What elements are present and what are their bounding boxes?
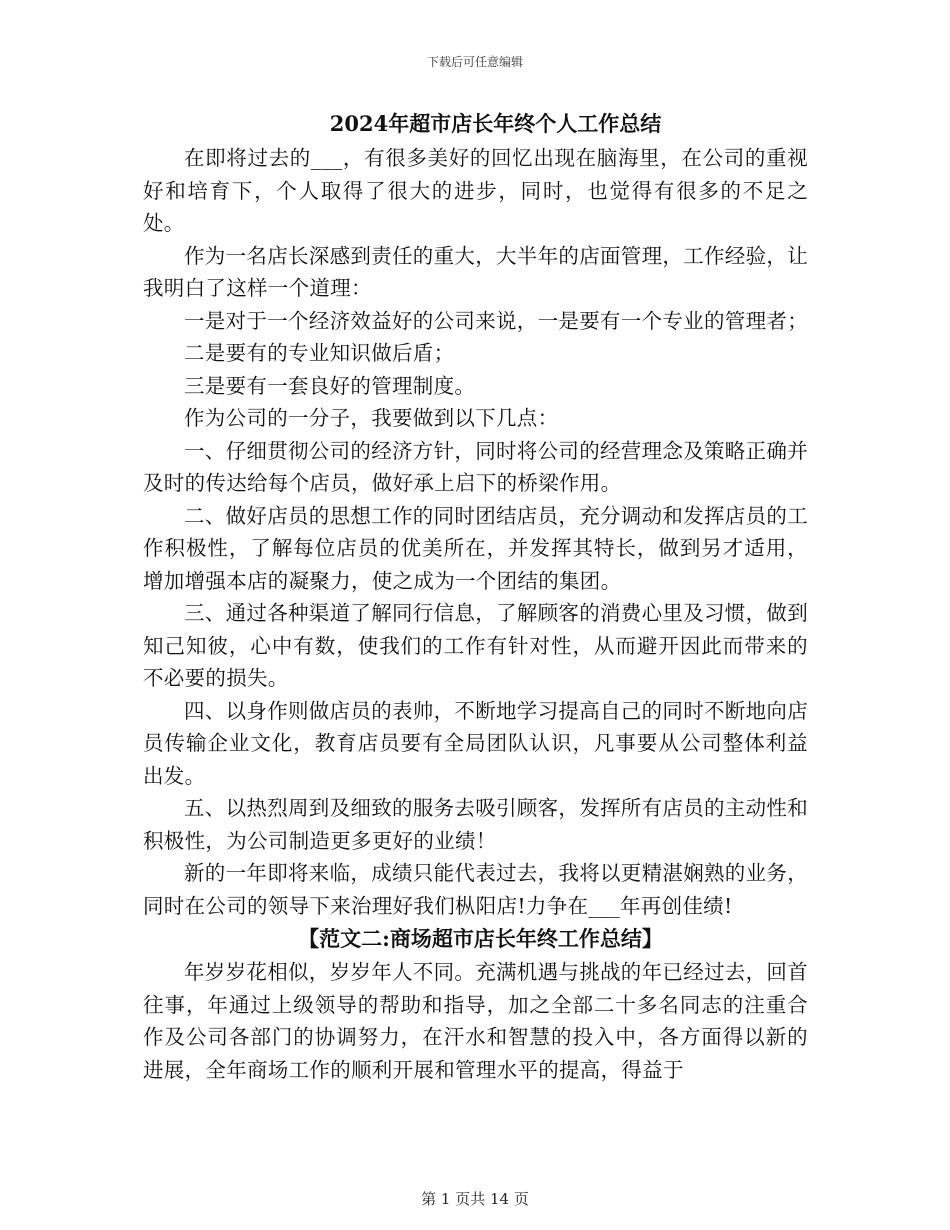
paragraph: 在即将过去的___，有很多美好的回忆出现在脑海里，在公司的重视好和培育下，个人取得了很大的进步，同时，也觉得有很多的不足之处。 bbox=[143, 146, 808, 235]
document-body bbox=[143, 106, 808, 1086]
paragraph: 作为一名店长深感到责任的重大，大半年的店面管理，工作经验，让我明白了这样一个道理： bbox=[143, 243, 808, 300]
paragraph: 四、以身作则做店员的表帅，不断地学习提高自己的同时不断地向店员传输企业文化，教育店员要有全局团队认识，凡事要从公司整体利益出发。 bbox=[143, 698, 808, 788]
paragraph: 新的一年即将来临，成绩只能代表过去，我将以更精湛娴熟的业务，同时在公司的领导下来治理好我们枞阳店!力争在___年再创佳绩! bbox=[143, 861, 808, 918]
paragraph: 五、以热烈周到及细致的服务去吸引顾客，发挥所有店员的主动性和积极性，为公司制造更多更好的业绩！ bbox=[143, 796, 808, 853]
paragraph: 三是要有一套良好的管理制度。 bbox=[184, 373, 476, 398]
page-footer: 第 1 页共 14 页 bbox=[421, 1190, 529, 1208]
paragraph: 作为公司的一分子，我要做到以下几点： bbox=[184, 406, 559, 430]
paragraph: 一是对于一个经济效益好的公司来说，一是要有一个专业的管理者； bbox=[184, 308, 808, 333]
page-header: 下载后可任意编辑 bbox=[426, 55, 523, 69]
document-title: 2024年超市店长年终个人工作总结 bbox=[329, 111, 662, 136]
paragraph: 一、仔细贯彻公司的经济方针，同时将公司的经营理念及策略正确并及时的传达给每个店员，做好承上启下的桥梁作用。 bbox=[143, 438, 808, 495]
paragraph: 年岁岁花相似，岁岁年人不同。充满机遇与挑战的年已经过去，回首往事，年通过上级领导的帮助和指导，加之全部二十多名同志的注重合作及公司各部门的协调努力，在汗水和智慧的投入中，各方面得以新的进展，全年商场工作的顺利开展和管理水平的提高，得益于 bbox=[143, 960, 808, 1082]
paragraph: 二、做好店员的思想工作的同时团结店员，充分调动和发挥店员的工作积极性，了解每位店员的优美所在，并发挥其特长，做到另才适用，增加增强本店的凝聚力，使之成为一个团结的集团。 bbox=[143, 503, 808, 593]
paragraph: 三、通过各种渠道了解同行信息，了解顾客的消费心里及习惯，做到知己知彼，心中有数，使我们的工作有针对性，从而避开因此而带来的不必要的损失。 bbox=[143, 601, 808, 690]
paragraph: 二是要有的专业知识做后盾； bbox=[184, 341, 455, 365]
section-title: 【范文二:商场超市店长年终工作总结】 bbox=[298, 926, 663, 951]
